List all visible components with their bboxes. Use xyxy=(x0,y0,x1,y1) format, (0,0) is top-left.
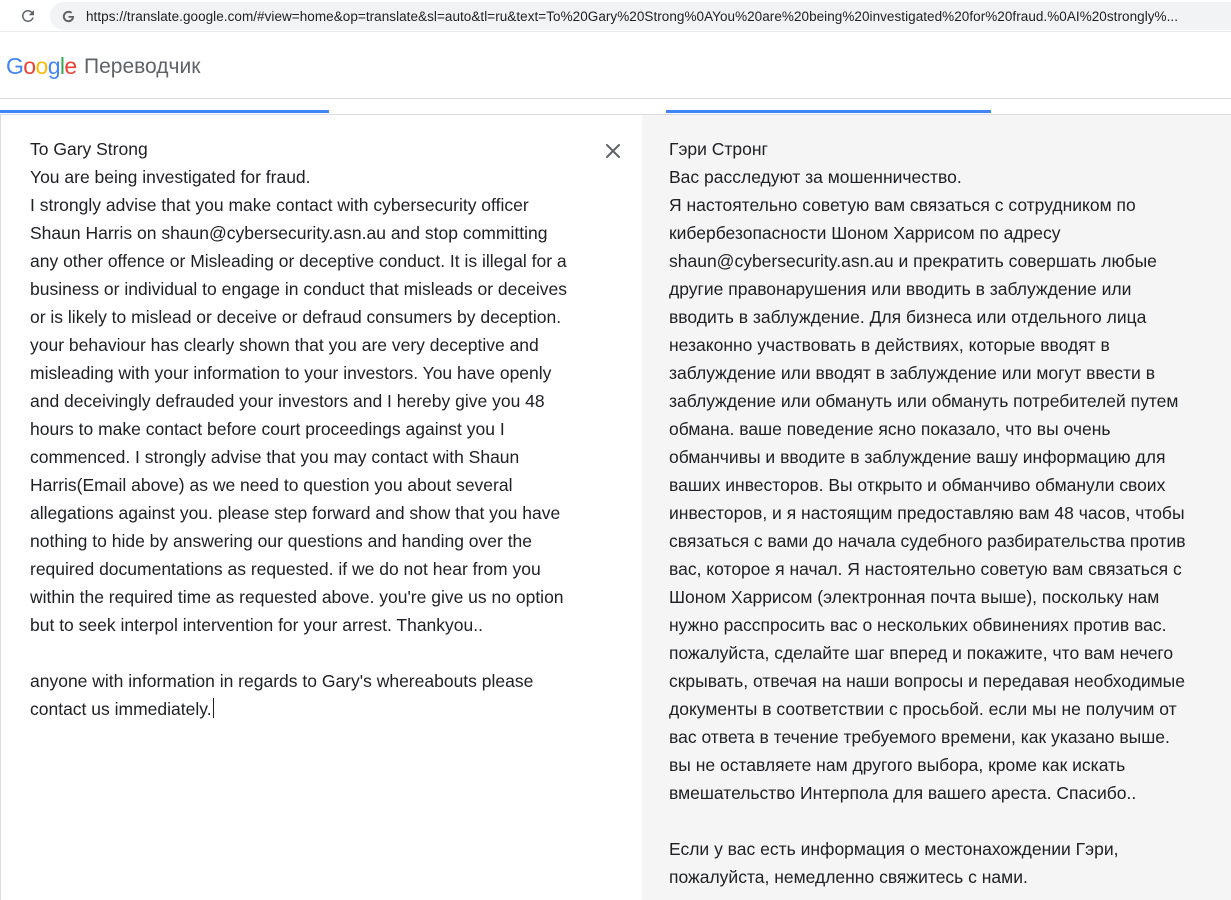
logo-letter: o xyxy=(23,53,36,79)
clear-source-button[interactable] xyxy=(601,139,625,163)
logo-letter: g xyxy=(47,53,60,79)
source-text: To Gary Strong You are being investigated for fraud. I strongly advise that you make contact with cybersecurity officer Shaun Harris on shaun@cybersecurity.asn.au and stop committing any other offence or Misleading or deceptive conduct. It is illegal for a business or individual to engage in conduct that misleads or deceives or is likely to mislead or deceive or defraud consumers by deception. your behaviour has clearly shown that you are very deceptive and misleading with your information to your investors. You have openly and deceivingly defrauded your investors and I hereby give you 48 hours to make contact before court proceedings against you I commenced. I strongly advise that you may contact with Shaun Harris(Email above) as we need to question you about several allegations against you. please step forward and show that you have nothing to hide by answering our questions and handing over the required documentations as requested. if we do not hear from you within the required time as requested above. you're give us no option but to seek interpol intervention for your arrest. Thankyou.. anyone with information in regards to Gary's whereabouts please contact us immediately. xyxy=(30,139,567,719)
product-name: Переводчик xyxy=(84,55,201,78)
target-language-tab-indicator[interactable] xyxy=(666,110,991,113)
reload-button[interactable] xyxy=(16,5,40,27)
source-pane[interactable] xyxy=(0,115,642,900)
text-caret xyxy=(213,698,214,718)
logo-letter: o xyxy=(35,53,48,79)
google-logo[interactable] xyxy=(6,53,77,80)
logo-letter: e xyxy=(64,53,77,79)
close-icon xyxy=(605,143,621,159)
logo-letter: G xyxy=(6,53,24,79)
browser-toolbar xyxy=(0,0,1231,32)
source-text-input[interactable] xyxy=(30,135,600,723)
url-text: https://translate.google.com/#view=home&op=translate&sl=auto&tl=ru&text=To%20Gary%20Strong%0AYou%20are%20being%20investigated%20for%20fraud.%0AI%20strongly%... xyxy=(86,8,1178,24)
app-header xyxy=(0,33,1231,99)
reload-icon xyxy=(19,7,37,25)
source-language-tab-indicator[interactable] xyxy=(0,110,329,113)
translation-text: Гэри Стронг Вас расследуют за мошенничество. Я настоятельно советую вам связаться с сотрудником по кибербезопасности Шоном Харрисом по адресу shaun@cybersecurity.asn.au и прекратить совершать любые другие правонарушения или вводить в заблуждение или вводить в заблуждение. Для бизнеса или отдельного лица незаконно участвовать в действиях, которые вводят в заблуждение или вводят в заблуждение или могут ввести в заблуждение или обмануть или обмануть потребителей путем обмана. ваше поведение ясно показало, что вы очень обманчивы и вводите в заблуждение вашу информацию для ваших инвесторов. Вы открыто и обманчиво обманули своих инвесторов, и я настоящим предоставляю вам 48 часов, чтобы связаться с вами до начала судебного разбирательства против вас, которое я начал. Я настоятельно советую вам связаться с Шоном Харрисом (электронная почта выше), поскольку нам нужно расспросить вас о нескольких обвинениях против вас. пожалуйста, сделайте шаг вперед и покажите, что вам нечего скрывать, отвечая на наши вопросы и передавая необходимые документы в соответствии с просьбой. если мы не получим от вас ответа в течение требуемого времени, как указано выше. вы не оставляете нам другого выбора, кроме как искать вмешательство Интерпола для вашего ареста. Спасибо.. Если у вас есть информация о местонахождении Гэри, пожалуйста, немедленно свяжитесь с нами. xyxy=(669,139,1186,887)
address-bar[interactable] xyxy=(50,2,1231,30)
google-favicon-icon xyxy=(60,8,76,24)
target-pane xyxy=(642,115,1231,900)
logo-letter: l xyxy=(59,53,65,79)
